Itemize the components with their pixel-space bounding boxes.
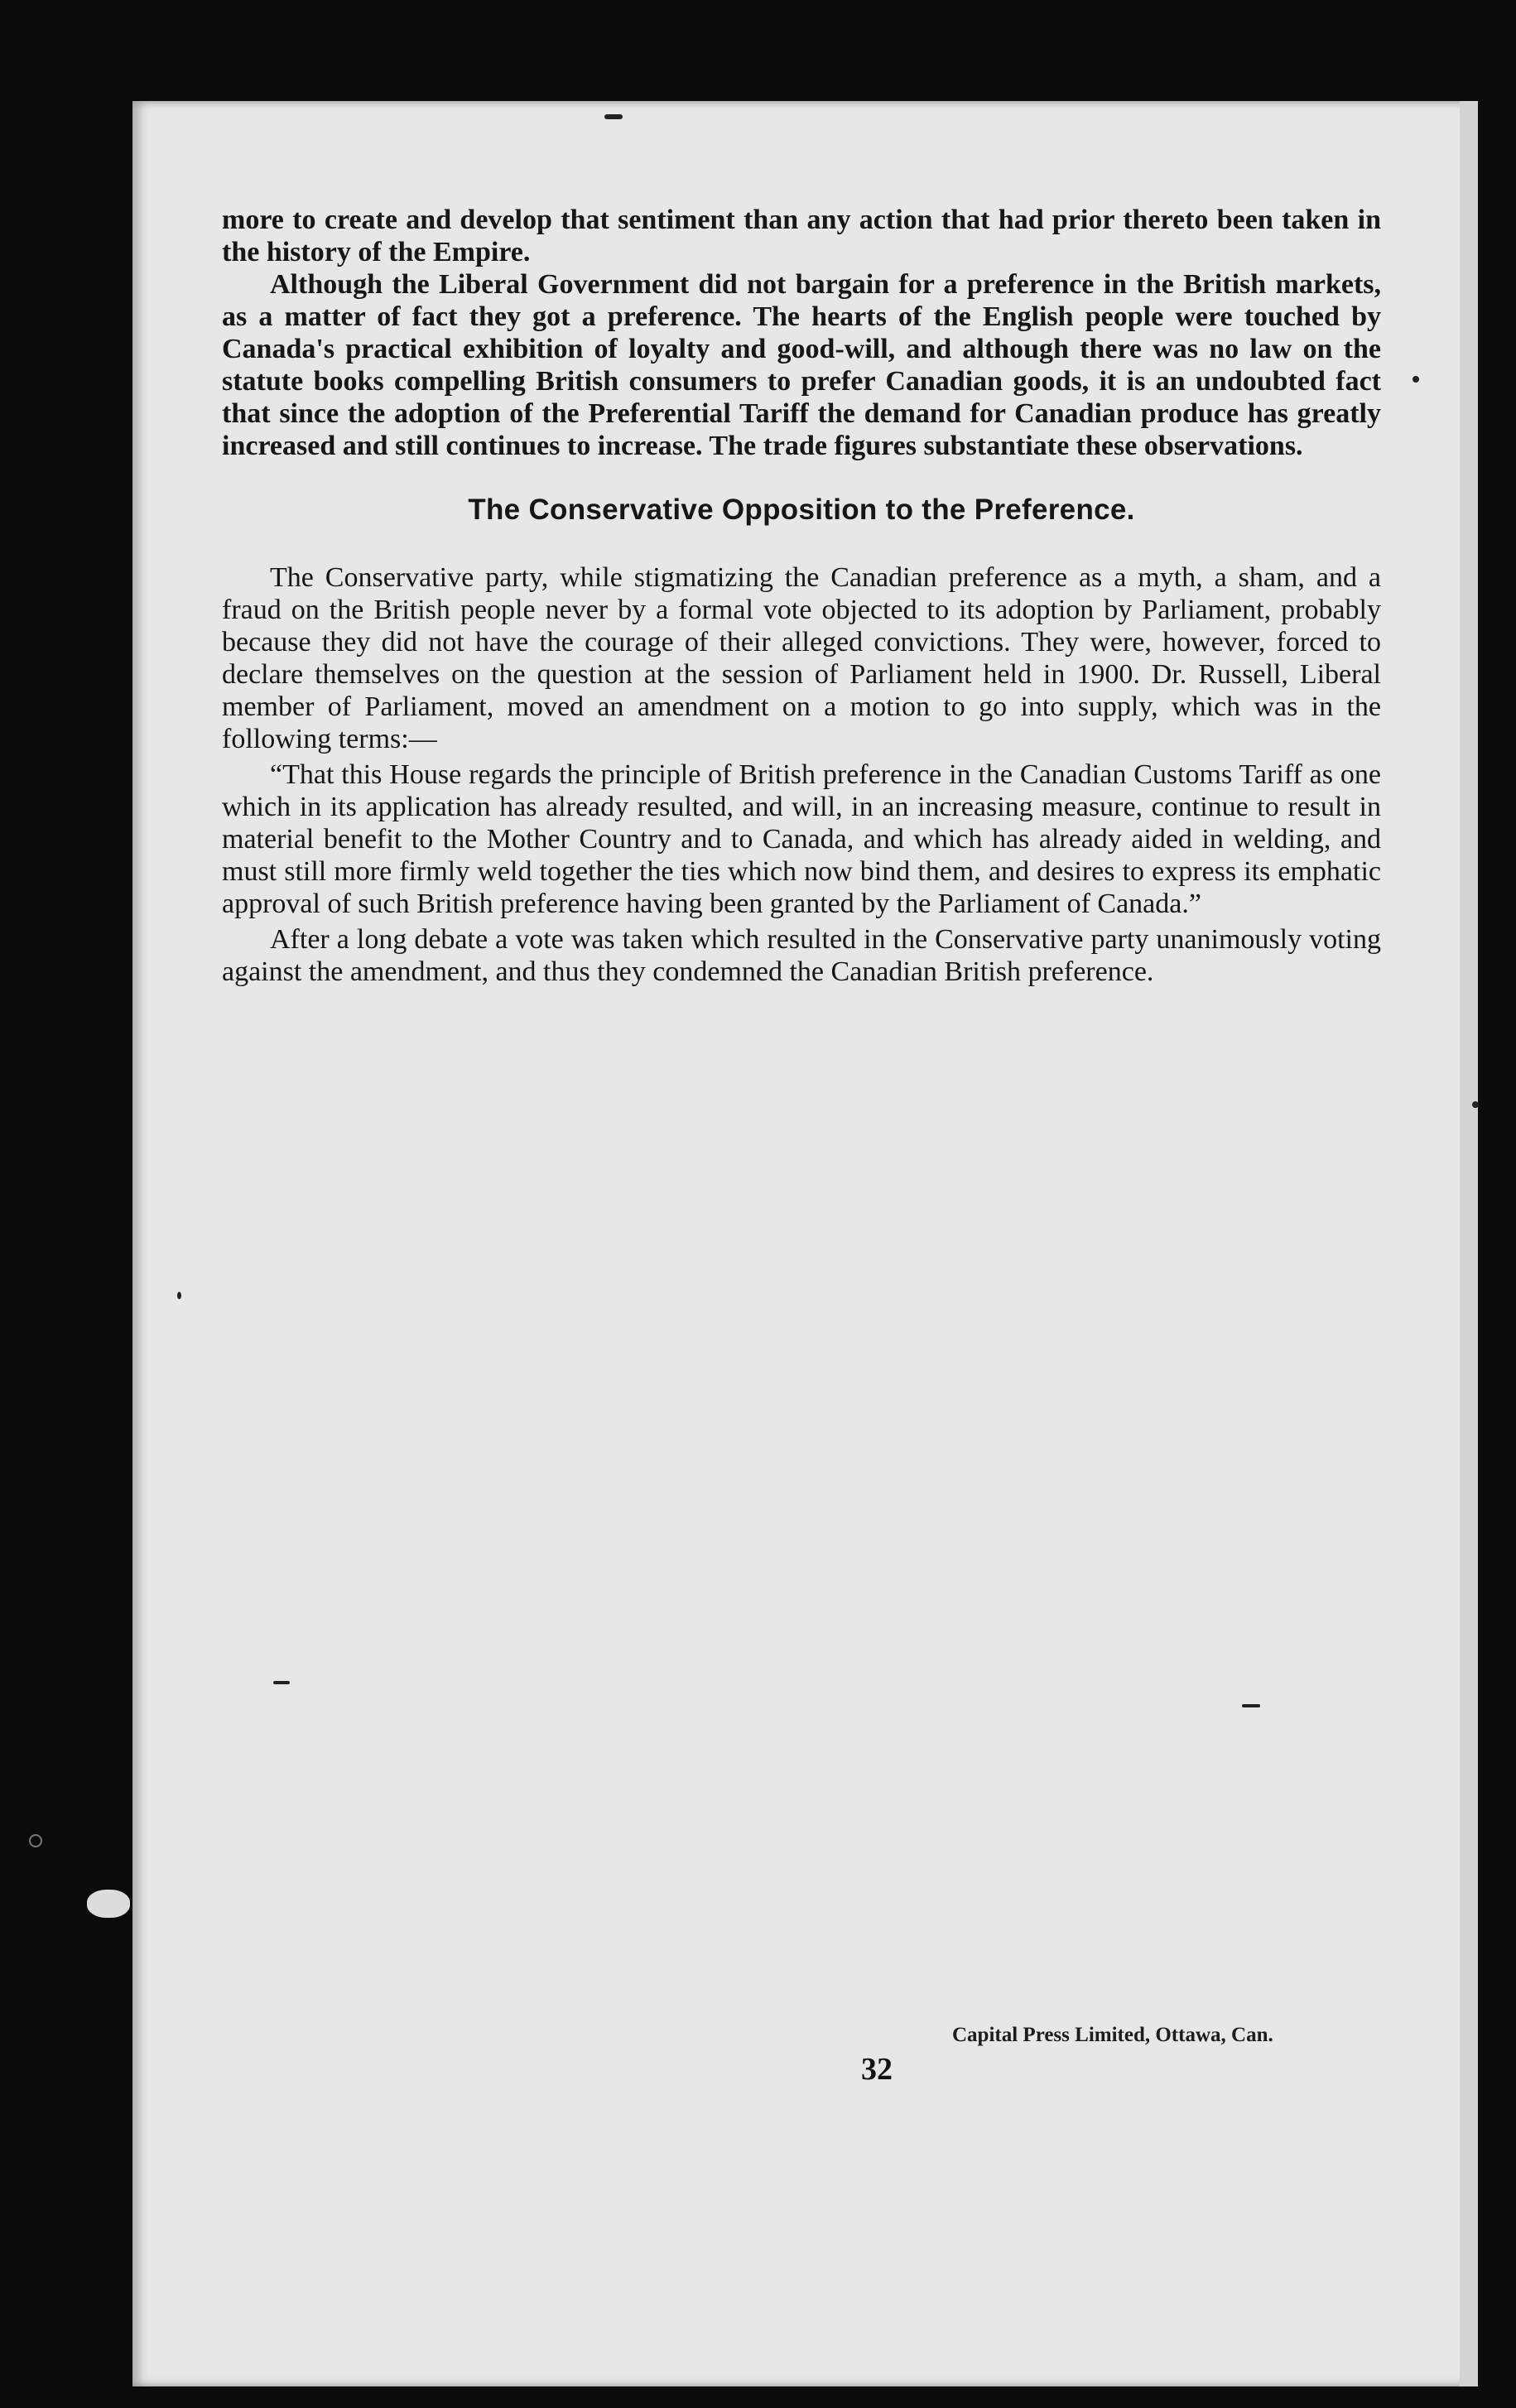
section-heading: The Conservative Opposition to the Preference.: [468, 494, 1135, 526]
scan-speck: [1472, 1101, 1479, 1108]
scan-speck: [1413, 376, 1419, 383]
paragraph-conservative-party: The Conservative party, while stigmatizing the Canadian preference as a myth, a sham, and a fraud on the British people never by a formal vote objected to its adoption by Parliament, probably because they did not have the courage of their alleged convictions. They were, however, forced to declare themselves on the question at the session of Parliament held in 1900. Dr. Russell, Liberal member of Parliament, moved an amendment on a motion to go into supply, which was in the following terms:—: [222, 562, 1381, 754]
margin-ring: [29, 1834, 42, 1847]
paragraph-continuation: more to create and develop that sentiment than any action that had prior thereto been taken in the history of the Empire.: [222, 205, 1381, 267]
page-edge-shadow: [1460, 101, 1478, 2386]
scan-speck: [273, 1681, 290, 1684]
margin-blot: [87, 1890, 130, 1918]
scan-speck: [604, 114, 623, 119]
printer-imprint: Capital Press Limited, Ottawa, Can.: [952, 2024, 1273, 2046]
paragraph-vote-result: After a long debate a vote was taken which resulted in the Conservative party unanimously voting against the amendment, and thus they condemned the Canadian British preference.: [222, 924, 1381, 987]
body-text: [222, 204, 1381, 988]
paragraph-preference: Although the Liberal Government did not bargain for a preference in the British markets, as a matter of fact they got a preference. The hearts of the English people were touched by Canada's practical exhibition of loyalty and good-will, and although there was no law on the statute books compelling British consumers to prefer Canadian goods, it is an undoubted fact that since the adoption of the Preferential Tariff the demand for Canadian produce has greatly increased and still continues to increase. The trade figures substantiate these observations.: [222, 269, 1381, 461]
page-number: 32: [861, 2052, 893, 2087]
quotation-amendment: “That this House regards the principle of British preference in the Canadian Customs Tariff as one which in its application has already resulted, and will, in an increasing measure, continue to result in material benefit to the Mother Country and to Canada, and which has already aided in welding, and must still more firmly weld together the ties which now bind them, and desires to express its emphatic approval of such British preference having been granted by the Parliament of Canada.”: [222, 759, 1381, 919]
scan-speck: [177, 1292, 181, 1299]
scan-speck: [1242, 1704, 1260, 1707]
